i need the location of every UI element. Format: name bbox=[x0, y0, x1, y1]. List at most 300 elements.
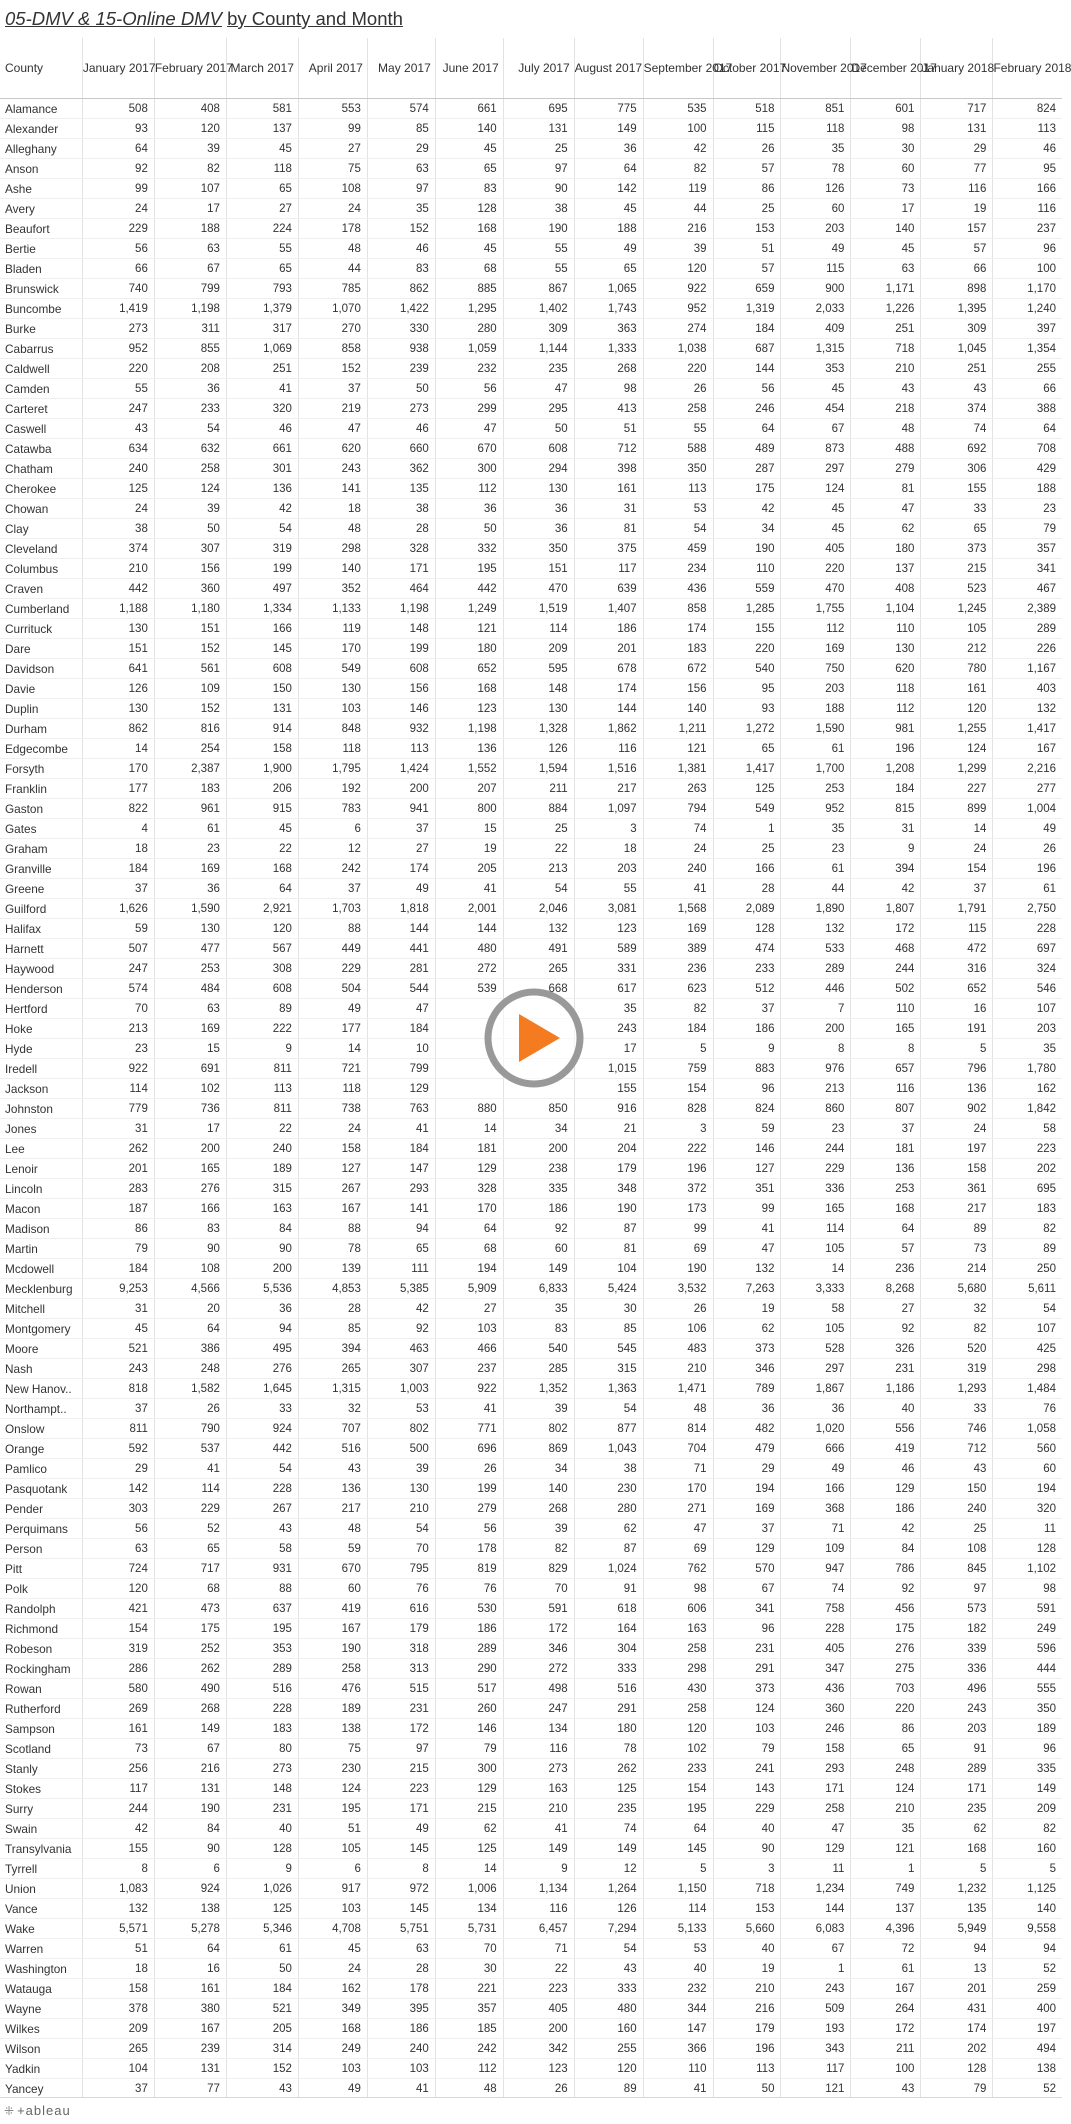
count-cell[interactable]: 121 bbox=[643, 739, 713, 759]
count-cell[interactable]: 206 bbox=[226, 779, 298, 799]
count-cell[interactable]: 27 bbox=[435, 1299, 503, 1319]
count-cell[interactable]: 30 bbox=[574, 1299, 643, 1319]
count-cell[interactable]: 171 bbox=[921, 1779, 993, 1799]
count-cell[interactable]: 436 bbox=[781, 1679, 851, 1699]
count-cell[interactable]: 173 bbox=[643, 1199, 713, 1219]
count-cell[interactable]: 58 bbox=[226, 1539, 298, 1559]
count-cell[interactable]: 62 bbox=[574, 1519, 643, 1539]
count-cell[interactable]: 869 bbox=[503, 1439, 574, 1459]
count-cell[interactable]: 107 bbox=[993, 1319, 1062, 1339]
count-cell[interactable]: 170 bbox=[82, 759, 154, 779]
count-cell[interactable]: 1,395 bbox=[921, 299, 993, 319]
count-cell[interactable]: 1,038 bbox=[643, 339, 713, 359]
count-cell[interactable]: 30 bbox=[851, 139, 921, 159]
count-cell[interactable]: 240 bbox=[643, 859, 713, 879]
count-cell[interactable]: 268 bbox=[154, 1699, 226, 1719]
count-cell[interactable]: 99 bbox=[713, 1199, 781, 1219]
count-cell[interactable]: 618 bbox=[574, 1599, 643, 1619]
count-cell[interactable]: 138 bbox=[993, 2059, 1062, 2079]
count-cell[interactable]: 118 bbox=[298, 739, 367, 759]
count-cell[interactable]: 14 bbox=[298, 1039, 367, 1059]
count-cell[interactable]: 200 bbox=[503, 1139, 574, 1159]
count-cell[interactable]: 442 bbox=[226, 1439, 298, 1459]
count-cell[interactable]: 50 bbox=[435, 519, 503, 539]
count-cell[interactable]: 40 bbox=[643, 1959, 713, 1979]
count-cell[interactable]: 35 bbox=[781, 139, 851, 159]
count-cell[interactable]: 749 bbox=[851, 1879, 921, 1899]
count-cell[interactable]: 319 bbox=[82, 1639, 154, 1659]
count-cell[interactable]: 215 bbox=[921, 559, 993, 579]
county-name-cell[interactable]: Catawba bbox=[0, 439, 82, 459]
count-cell[interactable]: 148 bbox=[367, 619, 435, 639]
count-cell[interactable]: 373 bbox=[713, 1339, 781, 1359]
count-cell[interactable]: 215 bbox=[435, 1799, 503, 1819]
count-cell[interactable]: 1,249 bbox=[435, 599, 503, 619]
count-cell[interactable]: 279 bbox=[851, 459, 921, 479]
count-cell[interactable]: 242 bbox=[435, 2039, 503, 2059]
count-cell[interactable]: 96 bbox=[993, 239, 1062, 259]
count-cell[interactable]: 226 bbox=[993, 639, 1062, 659]
count-cell[interactable]: 120 bbox=[643, 259, 713, 279]
count-cell[interactable]: 1,334 bbox=[226, 599, 298, 619]
count-cell[interactable]: 51 bbox=[82, 1939, 154, 1959]
count-cell[interactable]: 32 bbox=[298, 1399, 367, 1419]
count-cell[interactable]: 446 bbox=[781, 979, 851, 999]
count-cell[interactable]: 480 bbox=[574, 1999, 643, 2019]
county-name-cell[interactable]: Pender bbox=[0, 1499, 82, 1519]
county-name-cell[interactable]: Duplin bbox=[0, 699, 82, 719]
count-cell[interactable]: 5,278 bbox=[154, 1919, 226, 1939]
count-cell[interactable]: 239 bbox=[367, 359, 435, 379]
count-cell[interactable]: 395 bbox=[367, 1999, 435, 2019]
column-header[interactable]: April 2017 bbox=[298, 38, 367, 99]
count-cell[interactable]: 1,026 bbox=[226, 1879, 298, 1899]
count-cell[interactable]: 54 bbox=[993, 1299, 1062, 1319]
count-cell[interactable]: 1,363 bbox=[574, 1379, 643, 1399]
count-cell[interactable]: 60 bbox=[298, 1579, 367, 1599]
county-name-cell[interactable]: Martin bbox=[0, 1239, 82, 1259]
count-cell[interactable]: 591 bbox=[993, 1599, 1062, 1619]
count-cell[interactable]: 151 bbox=[82, 639, 154, 659]
count-cell[interactable]: 515 bbox=[367, 1679, 435, 1699]
count-cell[interactable]: 23 bbox=[781, 839, 851, 859]
count-cell[interactable]: 961 bbox=[154, 799, 226, 819]
count-cell[interactable]: 3 bbox=[713, 1859, 781, 1879]
count-cell[interactable]: 265 bbox=[503, 959, 574, 979]
count-cell[interactable]: 319 bbox=[921, 1359, 993, 1379]
count-cell[interactable]: 620 bbox=[851, 659, 921, 679]
count-cell[interactable]: 489 bbox=[713, 439, 781, 459]
count-cell[interactable]: 166 bbox=[993, 179, 1062, 199]
count-cell[interactable]: 131 bbox=[154, 1779, 226, 1799]
county-name-cell[interactable]: Tyrrell bbox=[0, 1859, 82, 1879]
count-cell[interactable]: 793 bbox=[226, 279, 298, 299]
count-cell[interactable]: 44 bbox=[781, 879, 851, 899]
count-cell[interactable]: 258 bbox=[643, 1699, 713, 1719]
count-cell[interactable]: 273 bbox=[503, 1759, 574, 1779]
count-cell[interactable]: 696 bbox=[435, 1439, 503, 1459]
count-cell[interactable]: 216 bbox=[713, 1999, 781, 2019]
count-cell[interactable]: 307 bbox=[154, 539, 226, 559]
count-cell[interactable]: 207 bbox=[435, 779, 503, 799]
count-cell[interactable]: 1,043 bbox=[574, 1439, 643, 1459]
count-cell[interactable]: 36 bbox=[781, 1399, 851, 1419]
count-cell[interactable]: 264 bbox=[851, 1999, 921, 2019]
count-cell[interactable]: 205 bbox=[435, 859, 503, 879]
count-cell[interactable]: 1,024 bbox=[574, 1559, 643, 1579]
count-cell[interactable]: 37 bbox=[713, 999, 781, 1019]
count-cell[interactable]: 154 bbox=[921, 859, 993, 879]
count-cell[interactable]: 142 bbox=[82, 1479, 154, 1499]
count-cell[interactable]: 203 bbox=[781, 219, 851, 239]
count-cell[interactable]: 105 bbox=[921, 619, 993, 639]
count-cell[interactable]: 335 bbox=[503, 1179, 574, 1199]
count-cell[interactable]: 258 bbox=[643, 1639, 713, 1659]
count-cell[interactable]: 5,909 bbox=[435, 1279, 503, 1299]
count-cell[interactable]: 54 bbox=[226, 519, 298, 539]
count-cell[interactable]: 136 bbox=[851, 1159, 921, 1179]
count-cell[interactable]: 26 bbox=[713, 139, 781, 159]
count-cell[interactable]: 131 bbox=[503, 119, 574, 139]
count-cell[interactable]: 7 bbox=[781, 999, 851, 1019]
count-cell[interactable]: 153 bbox=[713, 219, 781, 239]
count-cell[interactable]: 29 bbox=[713, 1459, 781, 1479]
count-cell[interactable]: 258 bbox=[643, 399, 713, 419]
count-cell[interactable]: 289 bbox=[781, 959, 851, 979]
count-cell[interactable]: 98 bbox=[574, 379, 643, 399]
count-cell[interactable]: 82 bbox=[154, 159, 226, 179]
count-cell[interactable]: 157 bbox=[921, 219, 993, 239]
count-cell[interactable]: 55 bbox=[503, 259, 574, 279]
count-cell[interactable]: 74 bbox=[643, 819, 713, 839]
count-cell[interactable]: 31 bbox=[82, 1119, 154, 1139]
count-cell[interactable]: 274 bbox=[643, 319, 713, 339]
count-cell[interactable]: 181 bbox=[435, 1139, 503, 1159]
count-cell[interactable]: 149 bbox=[993, 1779, 1062, 1799]
count-cell[interactable]: 39 bbox=[154, 139, 226, 159]
count-cell[interactable]: 467 bbox=[993, 579, 1062, 599]
count-cell[interactable]: 37 bbox=[82, 2079, 154, 2099]
count-cell[interactable]: 94 bbox=[993, 1939, 1062, 1959]
column-header[interactable]: March 2017 bbox=[226, 38, 298, 99]
count-cell[interactable]: 25 bbox=[713, 199, 781, 219]
count-cell[interactable]: 811 bbox=[82, 1419, 154, 1439]
count-cell[interactable]: 1,354 bbox=[993, 339, 1062, 359]
count-cell[interactable]: 95 bbox=[993, 159, 1062, 179]
count-cell[interactable]: 1,003 bbox=[367, 1379, 435, 1399]
count-cell[interactable]: 203 bbox=[993, 1019, 1062, 1039]
count-cell[interactable]: 118 bbox=[226, 159, 298, 179]
county-name-cell[interactable]: Mitchell bbox=[0, 1299, 82, 1319]
count-cell[interactable]: 18 bbox=[298, 499, 367, 519]
count-cell[interactable]: 196 bbox=[713, 2039, 781, 2059]
count-cell[interactable]: 580 bbox=[82, 1679, 154, 1699]
count-cell[interactable]: 41 bbox=[643, 879, 713, 899]
count-cell[interactable]: 11 bbox=[781, 1859, 851, 1879]
count-cell[interactable]: 243 bbox=[781, 1979, 851, 1999]
count-cell[interactable]: 162 bbox=[993, 1079, 1062, 1099]
count-cell[interactable]: 666 bbox=[781, 1439, 851, 1459]
count-cell[interactable]: 474 bbox=[713, 939, 781, 959]
count-cell[interactable]: 917 bbox=[298, 1879, 367, 1899]
column-header[interactable]: December 2017 bbox=[851, 38, 921, 99]
count-cell[interactable]: 319 bbox=[226, 539, 298, 559]
county-name-cell[interactable]: Forsyth bbox=[0, 759, 82, 779]
county-name-cell[interactable]: Pamlico bbox=[0, 1459, 82, 1479]
count-cell[interactable]: 145 bbox=[226, 639, 298, 659]
count-cell[interactable]: 442 bbox=[435, 579, 503, 599]
count-cell[interactable]: 259 bbox=[993, 1979, 1062, 1999]
count-cell[interactable]: 174 bbox=[921, 2019, 993, 2039]
count-cell[interactable]: 9 bbox=[226, 1039, 298, 1059]
count-cell[interactable]: 208 bbox=[154, 359, 226, 379]
count-cell[interactable]: 24 bbox=[82, 499, 154, 519]
count-cell[interactable]: 65 bbox=[226, 259, 298, 279]
count-cell[interactable]: 37 bbox=[298, 879, 367, 899]
count-cell[interactable]: 45 bbox=[781, 379, 851, 399]
count-cell[interactable]: 14 bbox=[435, 1119, 503, 1139]
count-cell[interactable]: 161 bbox=[921, 679, 993, 699]
county-name-cell[interactable]: Richmond bbox=[0, 1619, 82, 1639]
count-cell[interactable]: 289 bbox=[921, 1759, 993, 1779]
count-cell[interactable]: 7,263 bbox=[713, 1279, 781, 1299]
count-cell[interactable]: 91 bbox=[574, 1579, 643, 1599]
county-name-cell[interactable]: Rutherford bbox=[0, 1699, 82, 1719]
count-cell[interactable]: 520 bbox=[921, 1339, 993, 1359]
count-cell[interactable]: 43 bbox=[574, 1959, 643, 1979]
count-cell[interactable]: 74 bbox=[921, 419, 993, 439]
count-cell[interactable]: 46 bbox=[367, 239, 435, 259]
count-cell[interactable]: 83 bbox=[367, 259, 435, 279]
count-cell[interactable]: 161 bbox=[154, 1979, 226, 1999]
count-cell[interactable]: 18 bbox=[82, 839, 154, 859]
count-cell[interactable]: 794 bbox=[643, 799, 713, 819]
count-cell[interactable]: 175 bbox=[713, 479, 781, 499]
count-cell[interactable]: 121 bbox=[851, 1839, 921, 1859]
count-cell[interactable]: 320 bbox=[993, 1499, 1062, 1519]
count-cell[interactable]: 306 bbox=[921, 459, 993, 479]
count-cell[interactable]: 828 bbox=[643, 1099, 713, 1119]
count-cell[interactable]: 952 bbox=[82, 339, 154, 359]
count-cell[interactable]: 544 bbox=[367, 979, 435, 999]
count-cell[interactable]: 2,389 bbox=[993, 599, 1062, 619]
count-cell[interactable]: 197 bbox=[993, 2019, 1062, 2039]
count-cell[interactable]: 82 bbox=[993, 1819, 1062, 1839]
count-cell[interactable]: 289 bbox=[435, 1639, 503, 1659]
count-cell[interactable]: 516 bbox=[226, 1679, 298, 1699]
count-cell[interactable]: 29 bbox=[367, 139, 435, 159]
count-cell[interactable]: 1,015 bbox=[574, 1059, 643, 1079]
count-cell[interactable]: 280 bbox=[574, 1499, 643, 1519]
count-cell[interactable]: 244 bbox=[781, 1139, 851, 1159]
count-cell[interactable]: 924 bbox=[226, 1419, 298, 1439]
count-cell[interactable]: 112 bbox=[435, 479, 503, 499]
count-cell[interactable]: 165 bbox=[781, 1199, 851, 1219]
count-cell[interactable]: 1,516 bbox=[574, 759, 643, 779]
count-cell[interactable]: 1,594 bbox=[503, 759, 574, 779]
count-cell[interactable]: 37 bbox=[851, 1119, 921, 1139]
count-cell[interactable]: 35 bbox=[851, 1819, 921, 1839]
county-name-cell[interactable]: Columbus bbox=[0, 559, 82, 579]
count-cell[interactable]: 251 bbox=[921, 359, 993, 379]
count-cell[interactable]: 3 bbox=[574, 819, 643, 839]
count-cell[interactable]: 138 bbox=[154, 1899, 226, 1919]
count-cell[interactable]: 149 bbox=[574, 1839, 643, 1859]
count-cell[interactable]: 194 bbox=[993, 1479, 1062, 1499]
count-cell[interactable]: 195 bbox=[643, 1799, 713, 1819]
count-cell[interactable]: 672 bbox=[643, 659, 713, 679]
count-cell[interactable]: 738 bbox=[298, 1099, 367, 1119]
count-cell[interactable]: 156 bbox=[643, 679, 713, 699]
count-cell[interactable]: 456 bbox=[851, 1599, 921, 1619]
count-cell[interactable]: 150 bbox=[226, 679, 298, 699]
count-cell[interactable]: 113 bbox=[993, 119, 1062, 139]
count-cell[interactable]: 13 bbox=[921, 1959, 993, 1979]
count-cell[interactable]: 175 bbox=[851, 1619, 921, 1639]
count-cell[interactable]: 195 bbox=[226, 1619, 298, 1639]
count-cell[interactable]: 108 bbox=[921, 1539, 993, 1559]
count-cell[interactable]: 504 bbox=[298, 979, 367, 999]
count-cell[interactable]: 560 bbox=[993, 1439, 1062, 1459]
count-cell[interactable]: 135 bbox=[367, 479, 435, 499]
count-cell[interactable]: 153 bbox=[713, 1899, 781, 1919]
column-header[interactable]: February 2017 bbox=[154, 38, 226, 99]
count-cell[interactable]: 229 bbox=[298, 959, 367, 979]
count-cell[interactable]: 61 bbox=[226, 1939, 298, 1959]
count-cell[interactable]: 147 bbox=[643, 2019, 713, 2039]
count-cell[interactable]: 19 bbox=[713, 1299, 781, 1319]
count-cell[interactable]: 168 bbox=[435, 679, 503, 699]
count-cell[interactable]: 855 bbox=[154, 339, 226, 359]
count-cell[interactable]: 134 bbox=[435, 1899, 503, 1919]
county-name-cell[interactable]: Burke bbox=[0, 319, 82, 339]
count-cell[interactable]: 124 bbox=[298, 1779, 367, 1799]
count-cell[interactable]: 61 bbox=[781, 859, 851, 879]
count-cell[interactable]: 249 bbox=[993, 1619, 1062, 1639]
count-cell[interactable]: 244 bbox=[851, 959, 921, 979]
count-cell[interactable]: 104 bbox=[574, 1259, 643, 1279]
count-cell[interactable]: 82 bbox=[643, 999, 713, 1019]
count-cell[interactable]: 48 bbox=[643, 1399, 713, 1419]
count-cell[interactable]: 230 bbox=[298, 1759, 367, 1779]
count-cell[interactable]: 93 bbox=[82, 119, 154, 139]
count-cell[interactable]: 1,780 bbox=[993, 1059, 1062, 1079]
count-cell[interactable]: 476 bbox=[298, 1679, 367, 1699]
count-cell[interactable]: 164 bbox=[574, 1619, 643, 1639]
count-cell[interactable]: 537 bbox=[154, 1439, 226, 1459]
count-cell[interactable]: 83 bbox=[503, 1319, 574, 1339]
county-name-cell[interactable]: Pasquotank bbox=[0, 1479, 82, 1499]
count-cell[interactable]: 845 bbox=[921, 1559, 993, 1579]
count-cell[interactable]: 59 bbox=[298, 1539, 367, 1559]
column-header[interactable]: August 2017 bbox=[574, 38, 643, 99]
count-cell[interactable]: 41 bbox=[367, 2079, 435, 2099]
count-cell[interactable]: 33 bbox=[921, 499, 993, 519]
count-cell[interactable]: 37 bbox=[713, 1519, 781, 1539]
county-name-cell[interactable]: Onslow bbox=[0, 1419, 82, 1439]
count-cell[interactable]: 209 bbox=[993, 1799, 1062, 1819]
count-cell[interactable]: 372 bbox=[643, 1179, 713, 1199]
count-cell[interactable]: 45 bbox=[851, 239, 921, 259]
count-cell[interactable]: 1,255 bbox=[921, 719, 993, 739]
count-cell[interactable]: 339 bbox=[921, 1639, 993, 1659]
count-cell[interactable]: 258 bbox=[781, 1799, 851, 1819]
count-cell[interactable]: 48 bbox=[298, 1519, 367, 1539]
count-cell[interactable]: 62 bbox=[435, 1819, 503, 1839]
count-cell[interactable]: 47 bbox=[781, 1819, 851, 1839]
count-cell[interactable]: 1,295 bbox=[435, 299, 503, 319]
county-name-cell[interactable]: Wake bbox=[0, 1919, 82, 1939]
count-cell[interactable]: 53 bbox=[643, 1939, 713, 1959]
count-cell[interactable]: 473 bbox=[154, 1599, 226, 1619]
count-cell[interactable]: 9 bbox=[851, 839, 921, 859]
count-cell[interactable]: 708 bbox=[993, 439, 1062, 459]
count-cell[interactable]: 213 bbox=[82, 1019, 154, 1039]
count-cell[interactable]: 71 bbox=[643, 1459, 713, 1479]
count-cell[interactable]: 289 bbox=[226, 1659, 298, 1679]
count-cell[interactable]: 8,268 bbox=[851, 1279, 921, 1299]
count-cell[interactable]: 42 bbox=[851, 1519, 921, 1539]
count-cell[interactable]: 2,046 bbox=[503, 899, 574, 919]
count-cell[interactable]: 786 bbox=[851, 1559, 921, 1579]
count-cell[interactable]: 378 bbox=[82, 1999, 154, 2019]
count-cell[interactable]: 24 bbox=[298, 1119, 367, 1139]
count-cell[interactable]: 210 bbox=[713, 1979, 781, 1999]
count-cell[interactable]: 109 bbox=[154, 679, 226, 699]
count-cell[interactable]: 298 bbox=[643, 1659, 713, 1679]
count-cell[interactable]: 23 bbox=[993, 499, 1062, 519]
county-name-cell[interactable]: Franklin bbox=[0, 779, 82, 799]
count-cell[interactable]: 591 bbox=[503, 1599, 574, 1619]
count-cell[interactable]: 82 bbox=[503, 1539, 574, 1559]
count-cell[interactable]: 42 bbox=[713, 499, 781, 519]
count-cell[interactable]: 1,626 bbox=[82, 899, 154, 919]
count-cell[interactable]: 228 bbox=[226, 1699, 298, 1719]
count-cell[interactable]: 37 bbox=[82, 879, 154, 899]
count-cell[interactable]: 42 bbox=[643, 139, 713, 159]
count-cell[interactable]: 336 bbox=[781, 1179, 851, 1199]
county-name-cell[interactable]: Northampt.. bbox=[0, 1399, 82, 1419]
count-cell[interactable]: 56 bbox=[435, 379, 503, 399]
count-cell[interactable]: 45 bbox=[226, 139, 298, 159]
count-cell[interactable]: 200 bbox=[154, 1139, 226, 1159]
count-cell[interactable]: 15 bbox=[435, 819, 503, 839]
count-cell[interactable]: 518 bbox=[713, 99, 781, 119]
count-cell[interactable]: 49 bbox=[574, 239, 643, 259]
count-cell[interactable]: 161 bbox=[82, 1719, 154, 1739]
count-cell[interactable]: 829 bbox=[503, 1559, 574, 1579]
count-cell[interactable]: 848 bbox=[298, 719, 367, 739]
count-cell[interactable]: 1,133 bbox=[298, 599, 367, 619]
count-cell[interactable]: 31 bbox=[851, 819, 921, 839]
count-cell[interactable]: 87 bbox=[574, 1539, 643, 1559]
count-cell[interactable]: 73 bbox=[82, 1739, 154, 1759]
county-name-cell[interactable]: Nash bbox=[0, 1359, 82, 1379]
count-cell[interactable]: 201 bbox=[921, 1979, 993, 1999]
county-name-cell[interactable]: Robeson bbox=[0, 1639, 82, 1659]
count-cell[interactable]: 151 bbox=[503, 559, 574, 579]
count-cell[interactable]: 712 bbox=[574, 439, 643, 459]
count-cell[interactable]: 152 bbox=[226, 2059, 298, 2079]
count-cell[interactable]: 789 bbox=[713, 1379, 781, 1399]
count-cell[interactable]: 139 bbox=[298, 1259, 367, 1279]
count-cell[interactable]: 326 bbox=[851, 1339, 921, 1359]
count-cell[interactable]: 169 bbox=[154, 1019, 226, 1039]
count-cell[interactable]: 14 bbox=[82, 739, 154, 759]
count-cell[interactable]: 3 bbox=[643, 1119, 713, 1139]
count-cell[interactable]: 295 bbox=[503, 399, 574, 419]
count-cell[interactable]: 425 bbox=[993, 1339, 1062, 1359]
